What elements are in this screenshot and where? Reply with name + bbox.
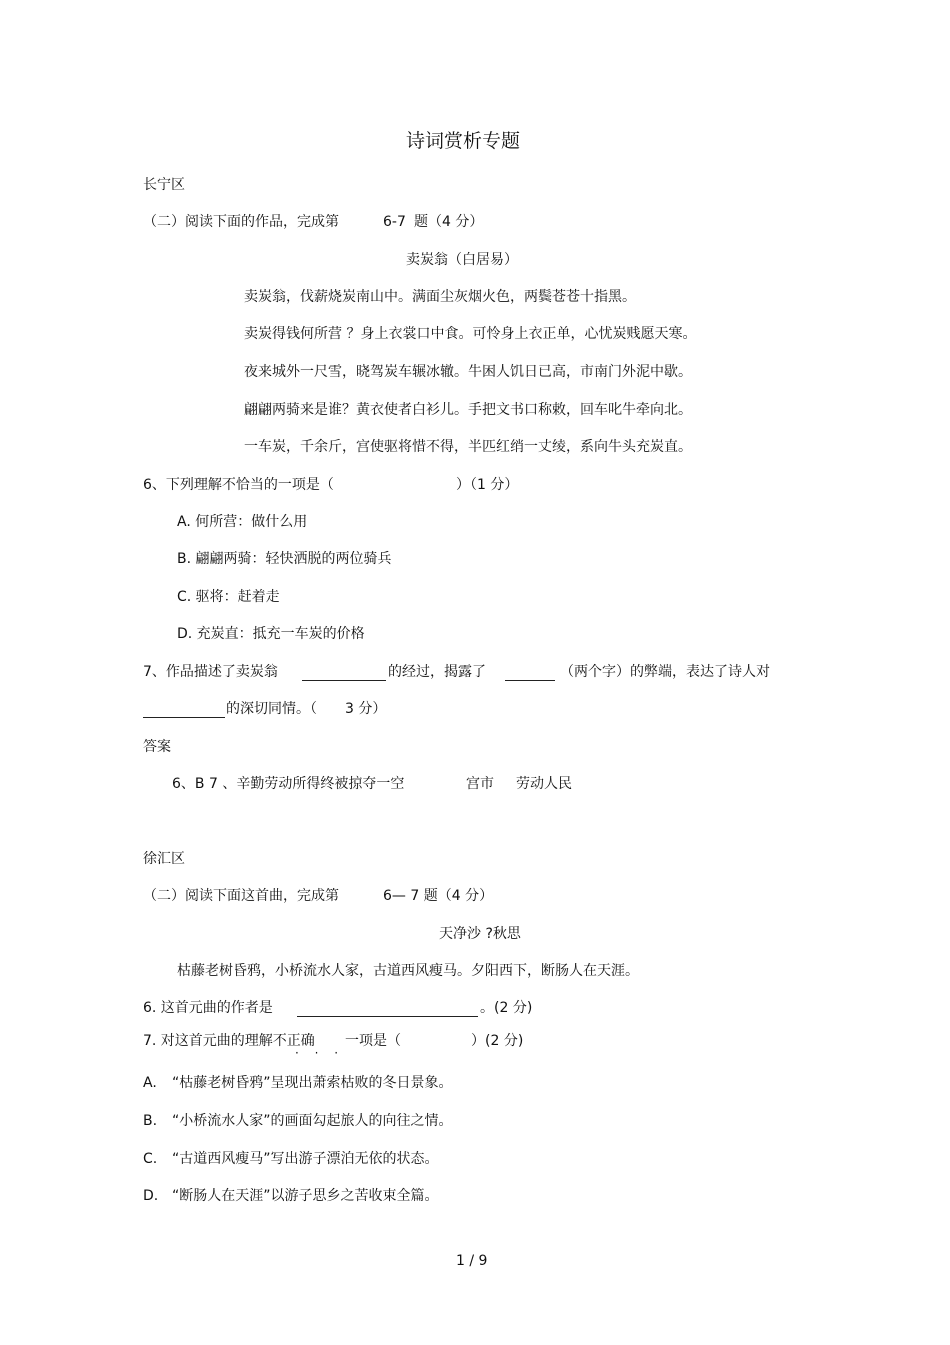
instruction-prefix: （二）阅读下面这首曲，完成第	[143, 888, 339, 904]
instruction-range: 6— 7 题（4 分）	[383, 888, 494, 904]
question-7-mid: 一项是（	[345, 1033, 401, 1049]
answer-blank[interactable]	[297, 1002, 478, 1017]
answer-blank[interactable]	[505, 666, 555, 681]
district-heading-changning: 长宁区	[143, 177, 185, 193]
poem-title: 卖炭翁（白居易）	[406, 252, 518, 268]
page-title: 诗词赏析专题	[406, 130, 521, 152]
answer-text: 劳动人民	[516, 776, 572, 792]
question-6-prefix: 6. 这首元曲的作者是	[143, 1000, 273, 1016]
poem-line: 翩翩两骑来是谁？黄衣使者白衫儿。手把文书口称敕，回车叱牛牵向北。	[244, 402, 692, 418]
answer-blank[interactable]	[143, 703, 225, 718]
page-number: 1 / 9	[456, 1253, 488, 1269]
emphasis-dots: · · ·	[295, 1046, 345, 1060]
question-6-suffix: ）（1 分）	[456, 477, 519, 493]
question-7-part3: （两个字）的弊端，表达了诗人对	[560, 664, 770, 680]
answer-blank[interactable]	[302, 666, 386, 681]
answer-text: 宫市	[466, 776, 494, 792]
option-d: D. 充炭直：抵充一车炭的价格	[177, 626, 365, 642]
answer-text: 6、B 7 、辛勤劳动所得终被掠夺一空	[172, 776, 405, 792]
option-c-text: “古道西风瘦马”写出游子漂泊无依的状态。	[172, 1151, 439, 1167]
instruction-suffix: 题（4 分）	[414, 214, 484, 230]
poem-line: 夜来城外一尺雪，晓驾炭车辗冰辙。牛困人饥日已高，市南门外泥中歇。	[244, 364, 692, 380]
question-7-part2: 的经过，揭露了	[388, 664, 486, 680]
option-a-text: “枯藤老树昏鸦”呈现出萧索枯败的冬日景象。	[172, 1075, 453, 1091]
option-a-letter: A.	[143, 1075, 157, 1091]
question-7-prefix: 7. 对这首元曲的理解不正确	[143, 1033, 315, 1049]
poem-title: 天净沙 ?秋思	[439, 926, 521, 942]
instruction-range: 6-7	[383, 214, 406, 230]
poem-line: 一车炭，千余斤，宫使驱将惜不得，半匹红绡一丈绫，系向牛头充炭直。	[244, 439, 692, 455]
poem-line: 卖炭翁，伐薪烧炭南山中。满面尘灰烟火色，两鬓苍苍十指黑。	[244, 289, 636, 305]
option-b: B. 翩翩两骑：轻快洒脱的两位骑兵	[177, 551, 392, 567]
question-7-score: 3 分）	[345, 701, 387, 717]
poem-text: 枯藤老树昏鸦，小桥流水人家，古道西风瘦马。夕阳西下，断肠人在天涯。	[177, 963, 639, 979]
answer-label: 答案	[143, 739, 171, 755]
poem-line: 卖炭得钱何所营 ？身上衣裳口中食。可怜身上衣正单，心忧炭贱愿天寒。	[244, 326, 697, 342]
question-6-prefix: 6、下列理解不恰当的一项是（	[143, 477, 334, 493]
option-d-text: “断肠人在天涯”以游子思乡之苦收束全篇。	[172, 1188, 439, 1204]
question-7-part4: 的深切同情。（	[226, 701, 317, 717]
option-b-letter: B.	[143, 1113, 158, 1129]
question-6-suffix: 。(2 分)	[480, 1000, 533, 1016]
district-heading-xuhui: 徐汇区	[143, 851, 185, 867]
option-c-letter: C.	[143, 1151, 158, 1167]
option-d-letter: D.	[143, 1188, 159, 1204]
option-a: A. 何所营：做什么用	[177, 514, 308, 530]
instruction-prefix: （二）阅读下面的作品，完成第	[143, 214, 339, 230]
question-7-part1: 7、作品描述了卖炭翁	[143, 664, 278, 680]
question-7-suffix: ）(2 分)	[471, 1033, 524, 1049]
option-c: C. 驱将：赶着走	[177, 589, 280, 605]
option-b-text: “小桥流水人家”的画面勾起旅人的向往之情。	[172, 1113, 453, 1129]
